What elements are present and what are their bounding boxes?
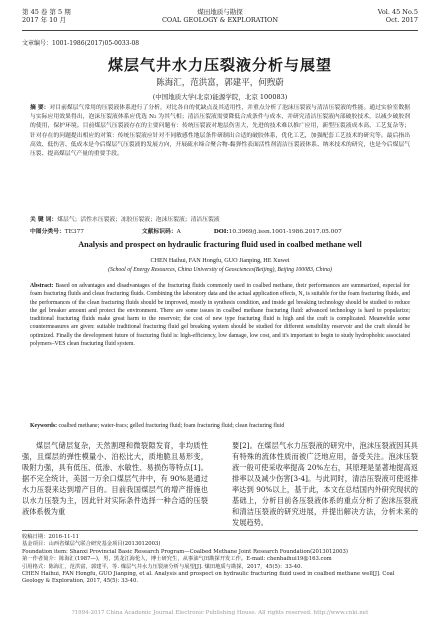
footnote-received: 收稿日期：2016-11-11 <box>22 534 80 540</box>
abstract-zh-text: 对目前煤层气常用的压裂液体系进行了分析，对比各自的优缺点及其适用性，并重点分析了泡沫压裂液与清洁压裂液的性能。通过实验室数据与实际应用效果得出，泡沫压裂液体系应优选 N₂ 为其气相；清洁压裂液需要降低合成条件与成本，并研究清洁压裂液内部破胶技术，以减少破胶剂的使用，保护环境。目前煤层气压裂液存在的主要问题有：传统压裂液对地层伤害大，先进的技术难以推广应用，新型压裂液成本高、工艺复杂等；针对存在的问题提出相应的对策：传统压裂液应针对不同敏感性地层条件研制出合适的破胶体系，优化工艺，加强配套工艺技术的研究等。最后指出高效、低伤害、低成本是今后煤层气压裂液的发展方向，开展疏水缔合聚合物-黏弹性表面活性剂清洁压裂液体系、纳米技术的研究，也是今后煤层气压裂、提高煤层气产量的重要手段。 <box>30 105 410 158</box>
body-column-right: 要[2]。在煤层气水力压裂液的研究中，泡沫压裂液因其具有特殊的流体性质而被广泛地应用，备受关注。泡沫压裂液一般可使采收率提高 20%左右，其原理是显著地提高返排率以及减少伤害[3-4]。与此同时，清洁压裂液可使返排率达到 90%以上，基于此，本文在总结国内外研究现状的基础上，分析目前各压裂液体系的重点分析了泡沫压裂液和清洁压裂液的研究进展，并提出解决方法，分析未来的发展趋势。 <box>232 441 418 527</box>
paper-title-zh: 煤层气井水力压裂液分析与展望 <box>107 56 332 74</box>
affiliation-zh: (中国地质大学(北京)能源学院，北京 100083) <box>152 93 288 101</box>
authors-en: CHEN Haihui, FAN Hongfu, GUO Jianping, HE Xuwei <box>150 257 290 264</box>
abstract-zh-label: 摘 要： <box>30 105 50 111</box>
doc-code-value: A <box>176 229 181 235</box>
classification-line <box>30 226 410 235</box>
abstract-en-text: Based on advantages and disadvantages of the fracturing fluids commonly used in coalbed methane, their performances are summarized, especial for foam fracturing fluids and clean fracturing fluids. Combining the laboratory data and the actual application effects, N₂ is suitable for the foam fracturing fluids, and the performances of the clean fracturing fluids should be improved, mostly in synthesis condition, and inside gel breaking technology should be studied to reduce the gel breaker amount and protect the environment. There are some issues in coalbed methane fracturing fluid: advanced technology is hard to popularize; traditional fracturing fluids make great harm to the reservoir; the cost of new type fracturing fluid is high and the craft is complicated. Meanwhile some countermeasures are given: suitable traditional fracturing fluid gel breaking system should be studied for different sensibility reservoir and the craft should be optimized. Finally the development future of fracturing fluid is: high-efficiency, low damage, low cost, and it's important to begin to study hydrophobic associated polymers–VES clean fracturing fluid system. <box>30 283 410 348</box>
journal-name-zh: 煤田地质与勘探 <box>197 8 243 16</box>
clc-value: TE377 <box>64 229 84 235</box>
abstract-en-label: Abstract: <box>30 283 54 289</box>
footnote-citation-zh: 引用格式：陈海汇，范洪富，郭建平，等. 煤层气井水力压裂液分析与展望[J]. 煤田地质与勘探，2017，45(5)：33-40. <box>22 563 303 570</box>
article-number: 文章编号：1001-1986(2017)05-0033-08 <box>22 40 140 47</box>
keywords-zh <box>30 214 410 223</box>
doi-label: DOI: <box>213 229 229 235</box>
abstract-zh <box>30 104 410 159</box>
header-center <box>22 8 418 24</box>
running-header <box>22 8 418 31</box>
footnotes <box>22 530 418 586</box>
footnote-fund-zh: 基金项目：山西省煤层气联合研究基金项目(2013012003) <box>22 541 161 548</box>
footnote-citation-en: CHEN Haihui, FAN Hongfu, GUO Jianping, et al. Analysis and prospect on hydraulic fracturing fluid used in coalbed methane well[J]. Coal Geology & Exploration, 2017, 45(5): 33-40. <box>22 571 395 585</box>
copyright-footer: ?1994-2017 China Academic Journal Electronic Publishing House. All rights reserved. http://www.cnki.net <box>71 610 369 616</box>
keywords-zh-text: 煤层气；活性水压裂液；冻胶压裂液；泡沫压裂液；清洁压裂液 <box>57 217 220 223</box>
header-right <box>378 8 418 24</box>
keywords-zh-label: 关 键 词： <box>30 217 58 223</box>
keywords-en-label: Keywords: <box>30 423 58 429</box>
abstract-en <box>30 282 410 348</box>
doi-value: 10.3969/j.issn.1001-1986.2017.05.007 <box>228 229 342 235</box>
journal-name-en: COAL GEOLOGY & EXPLORATION <box>161 16 279 24</box>
keywords-en <box>30 423 410 429</box>
paper-title-en: Analysis and prospect on hydraulic fracturing fluid used in coalbed methane well <box>78 240 362 249</box>
body-column-left: 煤层气储层复杂，天然割理和微裂隙发育，非均质性强，且煤层的弹性模量小、泊松比大，质地脆且易形变，吸附力强，具有低压、低渗、水敏性、易损伤等特点[1]。据不完全统计，美国一万余口煤层气井中，有 90%是通过水力压裂来达到增产目的。目前我国煤层气的增产措施也以水力压裂为主，因此针对实际条件选择一种合适的压裂液体系极为重 <box>22 441 208 516</box>
footnote-author: 第一作者简介：陈海汇(1987—)，男，黑龙江海伦人，博士研究生，从事油气田勘探开发工作。E-mail: chenhaihui19@163.com <box>22 556 332 563</box>
volume-issue: 第 45 卷 第 5 期 <box>22 8 71 16</box>
affiliation-en: (School of Energy Resources, China University of Geosciences(Beijing), Beijing 100083, China) <box>108 267 332 273</box>
clc-label: 中图分类号： <box>30 229 65 235</box>
issue-date-zh: 2017 年 10 月 <box>22 16 67 24</box>
issue-date-en: Oct. 2017 <box>385 16 418 24</box>
authors-zh: 陈海汇，范洪富，郭建平，何煦蔚 <box>156 78 284 88</box>
doc-code-label: 文献标识码： <box>141 229 177 235</box>
footnote-fund-en: Foundation item: Shanxi Provincial Basic Research Program—Coalbed Methane Joint Research Foundation(2013012003) <box>22 548 348 555</box>
volume-issue-en: Vol. 45 No.5 <box>377 8 418 16</box>
keywords-en-text: coalbed methane; water-fracs; gelled fracturing fluid; foam fracturing fluid; clean fracturing fluid <box>58 423 285 429</box>
